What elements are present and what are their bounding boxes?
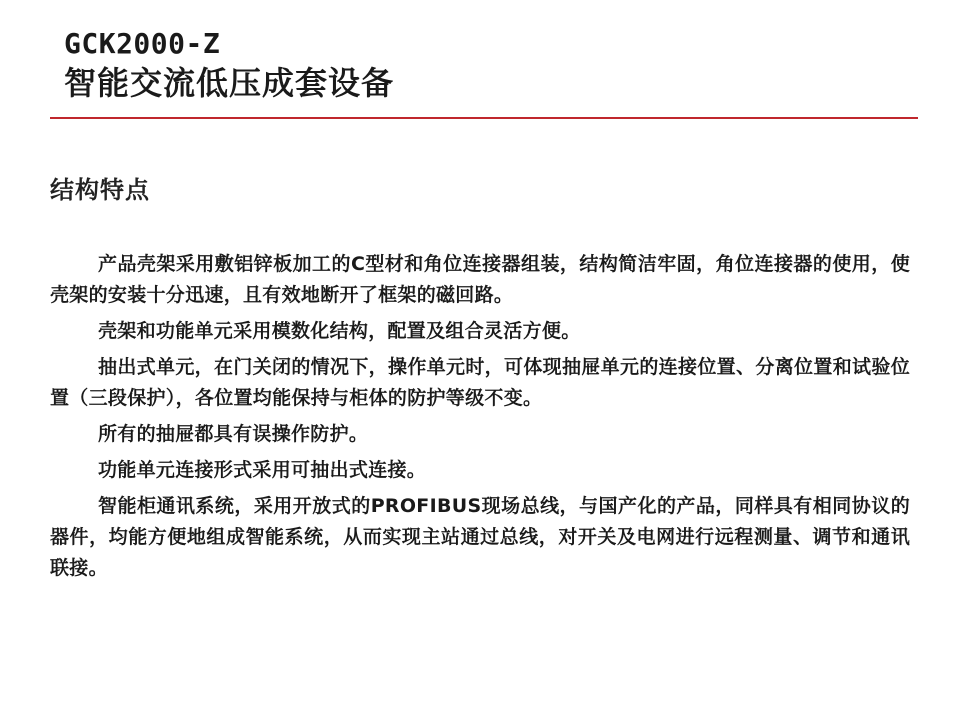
paragraph-drawout-unit: 抽出式单元，在门关闭的情况下，操作单元时，可体现抽屉单元的连接位置、分离位置和试验位置（三段保护），各位置均能保持与柜体的防护等级不变。 xyxy=(50,356,910,409)
title-block xyxy=(64,26,904,104)
paragraph-misoperation-protection: 所有的抽屉都具有误操作防护。 xyxy=(98,423,369,445)
product-model-title: GCK2000-Z xyxy=(64,27,221,60)
title-divider xyxy=(50,117,918,119)
product-name-title: 智能交流低压成套设备 xyxy=(64,64,395,102)
section-heading: 结构特点 xyxy=(50,176,150,204)
paragraph-connection-type: 功能单元连接形式采用可抽出式连接。 xyxy=(98,459,427,481)
paragraph-frame-structure: 产品壳架采用敷铝锌板加工的C型材和角位连接器组装，结构简洁牢固，角位连接器的使用，使壳架的安装十分迅速，且有效地断开了框架的磁回路。 xyxy=(50,253,910,306)
paragraph-communication-system: 智能柜通讯系统，采用开放式的PROFIBUS现场总线，与国产化的产品，同样具有相同协议的器件，均能方便地组成智能系统，从而实现主站通过总线，对开关及电网进行远程测量、调节和通讯联接。 xyxy=(50,495,910,579)
section-body xyxy=(50,249,910,589)
paragraph-modular-structure: 壳架和功能单元采用模数化结构，配置及组合灵活方便。 xyxy=(98,320,581,342)
